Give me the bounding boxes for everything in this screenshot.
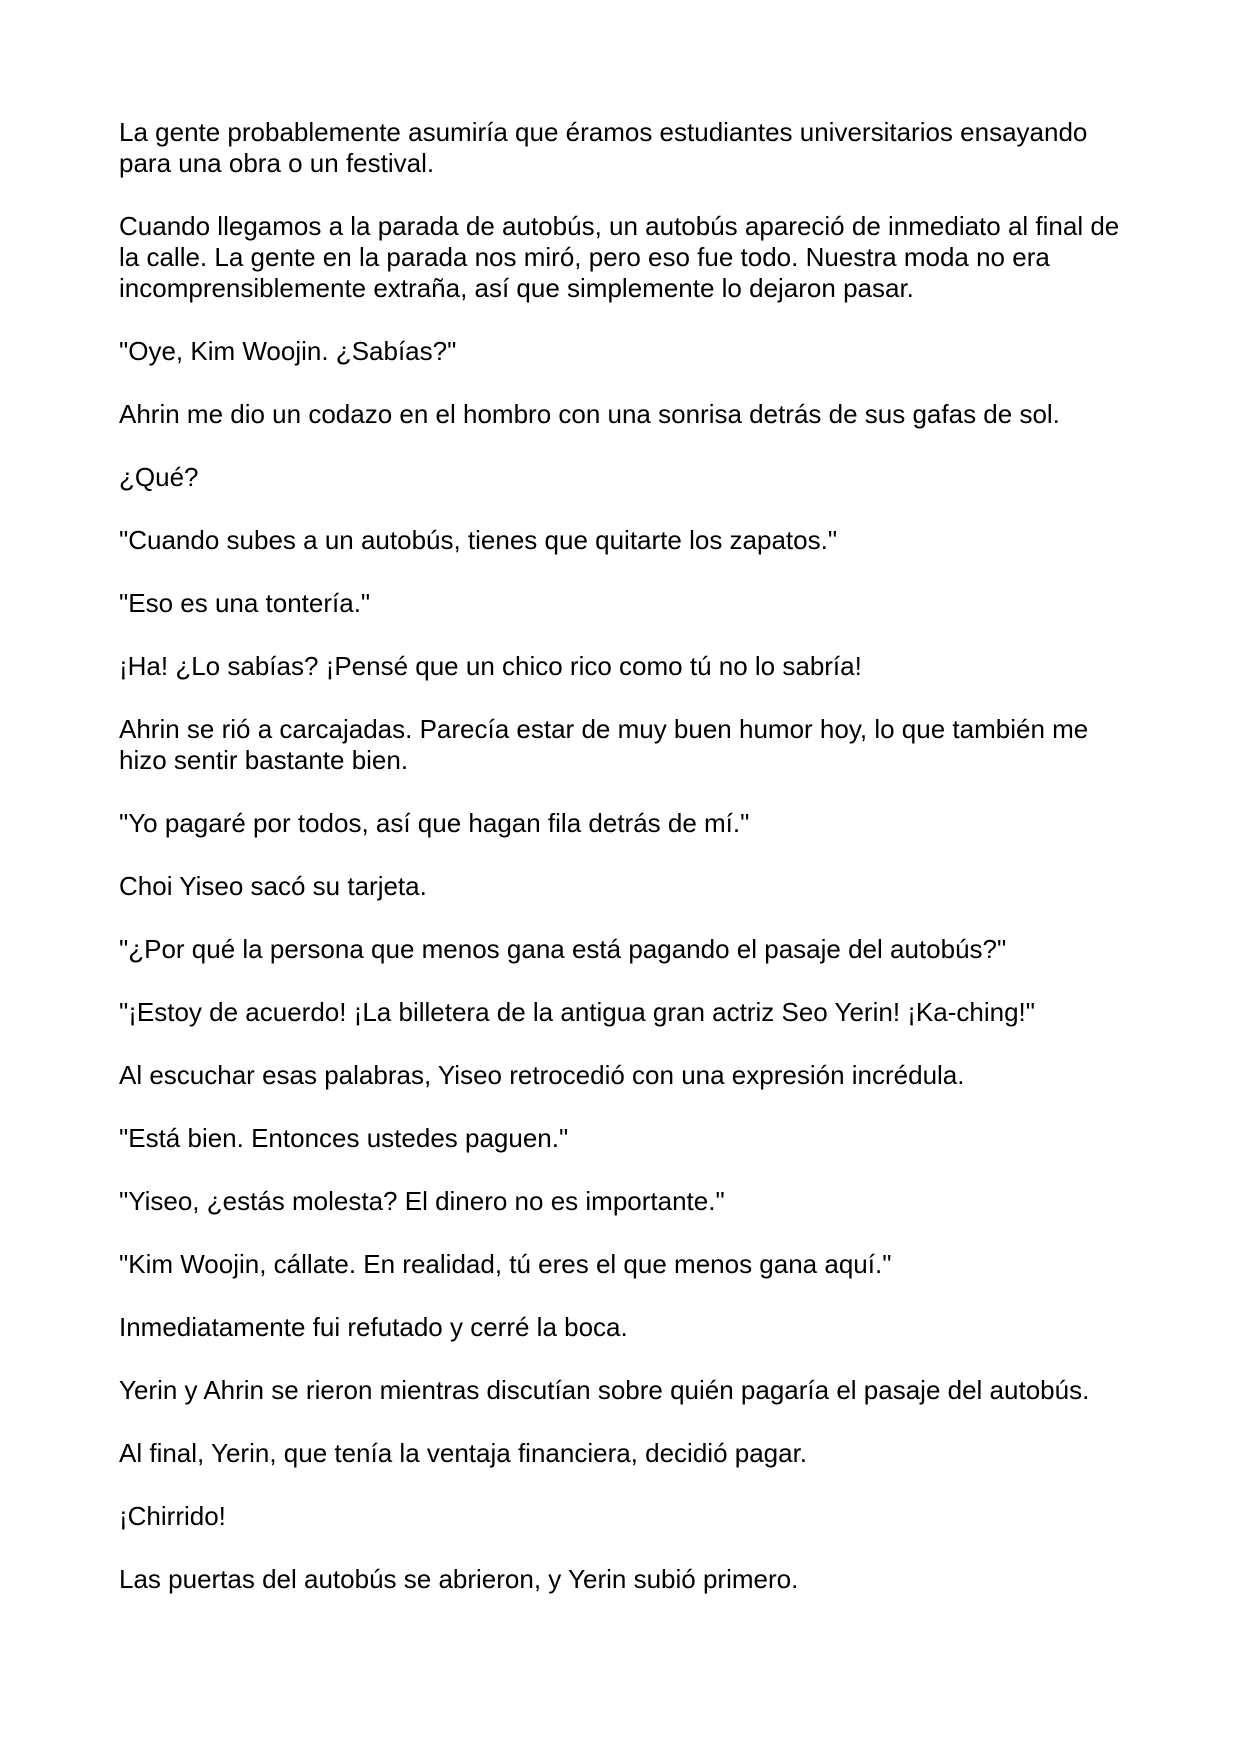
paragraph: "Yo pagaré por todos, así que hagan fila detrás de mí.": [119, 808, 750, 838]
paragraph: Al final, Yerin, que tenía la ventaja financiera, decidió pagar.: [119, 1438, 808, 1468]
paragraph: La gente probablemente asumiría que éramos estudiantes universitarios ensayando para una obra o un festival.: [119, 117, 1088, 178]
paragraph: "Cuando subes a un autobús, tienes que quitarte los zapatos.": [119, 525, 838, 555]
paragraph: "Kim Woojin, cállate. En realidad, tú eres el que menos gana aquí.": [119, 1249, 892, 1279]
paragraph: "¡Estoy de acuerdo! ¡La billetera de la antigua gran actriz Seo Yerin! ¡Ka-ching!": [119, 997, 1035, 1027]
document-body: [119, 117, 1129, 1627]
paragraph: Las puertas del autobús se abrieron, y Yerin subió primero.: [119, 1564, 799, 1594]
paragraph: "Yiseo, ¿estás molesta? El dinero no es importante.": [119, 1186, 725, 1216]
paragraph: ¡Ha! ¿Lo sabías? ¡Pensé que un chico rico como tú no lo sabría!: [119, 651, 862, 681]
paragraph: Cuando llegamos a la parada de autobús, un autobús apareció de inmediato al final de la calle. La gente en la parada nos miró, pero eso fue todo. Nuestra moda no era incomprensiblemente extraña, así que simplemente lo dejaron pasar.: [119, 211, 1120, 303]
paragraph: Ahrin se rió a carcajadas. Parecía estar de muy buen humor hoy, lo que también me hizo sentir bastante bien.: [119, 714, 1089, 775]
paragraph: Inmediatamente fui refutado y cerré la boca.: [119, 1312, 628, 1342]
paragraph: Ahrin me dio un codazo en el hombro con una sonrisa detrás de sus gafas de sol.: [119, 399, 1060, 429]
paragraph: "¿Por qué la persona que menos gana está pagando el pasaje del autobús?": [119, 934, 1007, 964]
paragraph: Choi Yiseo sacó su tarjeta.: [119, 871, 427, 901]
paragraph: "Oye, Kim Woojin. ¿Sabías?": [119, 336, 457, 366]
paragraph: ¡Chirrido!: [119, 1501, 226, 1531]
paragraph: Yerin y Ahrin se rieron mientras discutían sobre quién pagaría el pasaje del autobús.: [119, 1375, 1090, 1405]
paragraph: Al escuchar esas palabras, Yiseo retrocedió con una expresión incrédula.: [119, 1060, 965, 1090]
paragraph: "Eso es una tontería.": [119, 588, 371, 618]
paragraph: "Está bien. Entonces ustedes paguen.": [119, 1123, 569, 1153]
paragraph: ¿Qué?: [119, 462, 199, 492]
